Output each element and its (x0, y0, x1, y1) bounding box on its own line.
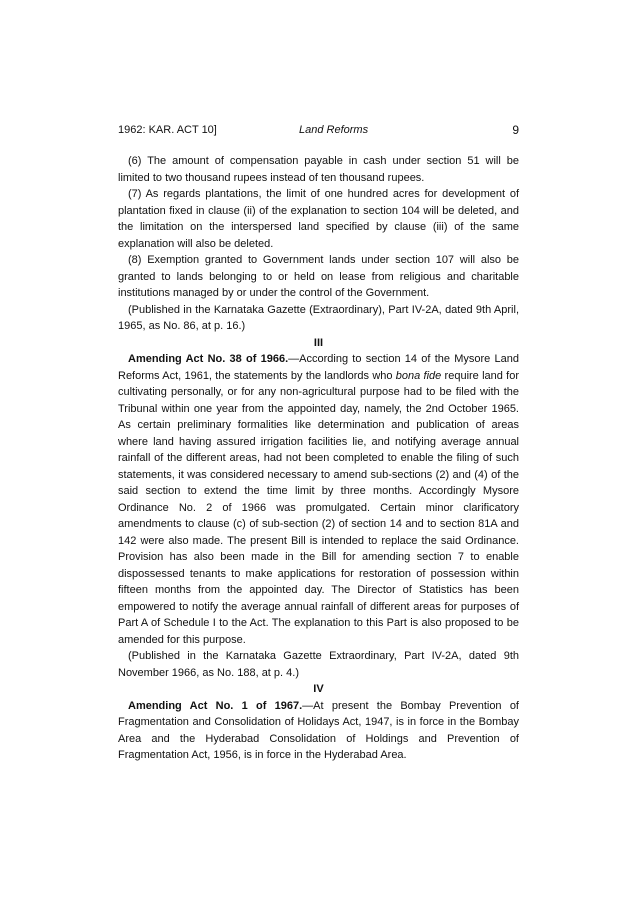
running-header (118, 122, 519, 138)
act-title-1-1967: Amending Act No. 1 of 1967. (128, 699, 303, 712)
header-title: Land Reforms (299, 124, 369, 136)
section-iv-text: —At present the Bombay Prevention of Fragmentation and Consolidation of Holidays Act, 1947, is in force in the Bombay Area and the Hyderabad Consolidation of Holdings and Prevention of Fragmentation Act, 1956, is in force in the Hyderabad Area. (118, 699, 519, 761)
section-heading-iii: III (313, 336, 324, 349)
section-iii-text-2: require land for cultivating personally, or for any non-agricultural purpose had to be filed with the Tribunal within one year from the appointed day, namely, the 2nd October 1965. As certain preliminary formalities like determination and publication of areas where land having assured irrigation facilities lie, and notifying average annual rainfall of the different areas, had not been completed to enable the filing of such statements, it was considered necessary to amend sub-sections (2) and (4) of the said section to extend the time limit by three months. Accordingly Mysore Ordinance No. 2 of 1966 was promulgated. Certain minor clarificatory amendments to clause (c) of sub-section (2) of section 14 and to section 81A and 142 were also made. The present Bill is intended to replace the said Ordinance. Provision has also been made in the Bill for amending section 7 to enable dispossessed tenants to make applications for restoration of possession within fifteen months from the appointed day. The Director of Statistics has been empowered to notify the average annual rainfall of different areas for purposes of Part A of Schedule I to the Act. The explanation to this Part is also proposed to be amended for this purpose. (118, 369, 519, 646)
header-act-reference: 1962: KAR. ACT 10] (118, 124, 217, 136)
section-iii-emphasis: bona fide (395, 369, 442, 382)
publication-note-2: (Published in the Karnataka Gazette Extraordinary, Part IV-2A, dated 9th November 1966, as No. 188, at p. 4.) (118, 650, 519, 679)
section-iii-paragraph (118, 351, 519, 648)
paragraph-7: (7) As regards plantations, the limit of one hundred acres for development of plantation fixed in clause (ii) of the explanation to section 104 will be deleted, and the limitation on the interspersed land specified by clause (iii) of the same explanation will also be deleted. (118, 188, 519, 250)
act-title-38-1966: Amending Act No. 38 of 1966. (128, 353, 289, 365)
publication-note-1: (Published in the Karnataka Gazette (Extraordinary), Part IV-2A, dated 9th April, 1965, as No. 86, at p. 16.) (118, 303, 519, 332)
section-iv-paragraph (118, 698, 519, 764)
section-heading-iv: IV (313, 683, 324, 695)
paragraph-8: (8) Exemption granted to Government lands under section 107 will also be granted to lands belonging to or held on lease from religious and charitable institutions managed by or under the control of the Government. (118, 254, 519, 299)
section-iii-text-1: —According to section 14 of the Mysore Land Reforms Act, 1961, the statements by the landlords who (118, 353, 519, 382)
document-page (118, 0, 519, 903)
page-number: 9 (512, 123, 519, 137)
paragraph-6: (6) The amount of compensation payable in cash under section 51 will be limited to two thousand rupees instead of ten thousand rupees. (118, 155, 519, 184)
document-body (118, 153, 519, 764)
